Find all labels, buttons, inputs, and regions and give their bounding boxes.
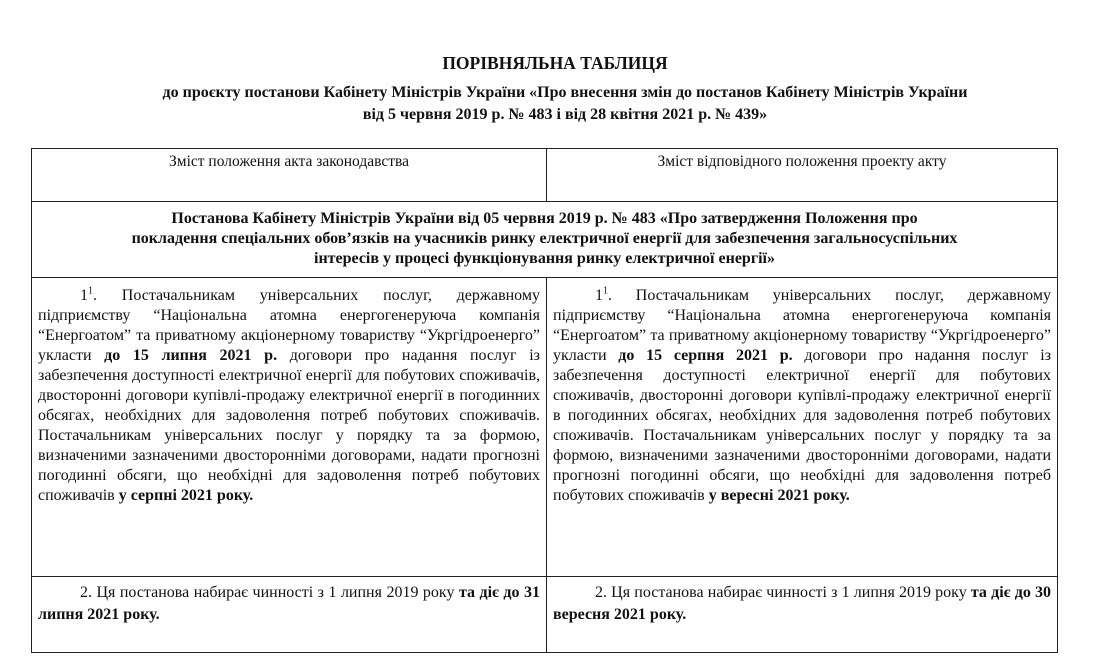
- document-subtitle: [60, 82, 1070, 126]
- provision-validity: та діє до 31 липня 2021 року.: [38, 584, 540, 623]
- clause-superscript: 1: [603, 285, 608, 297]
- current-provision-1: [32, 278, 547, 577]
- section-title-line-2: покладення спеціальних обов’язків на учасників ринку електричної енергії для забезпечення загальносуспільних: [131, 230, 958, 247]
- table-row: [32, 577, 1058, 653]
- provision-text-plain: 2. Ця постанова набирає чинності з 1 липня 2019 року: [80, 584, 459, 601]
- provision-text: [553, 582, 1051, 626]
- provision-text-part-a: . Постачальникам універсальних послуг, державному підприємству “Національна атомна енергогенеруюча компанія “Енергоатом” та приватному акціонерному товариству “Укргідроенерго” укласти: [38, 287, 540, 364]
- subtitle-line-1: до проєкту постанови Кабінету Міністрів України «Про внесення змін до постанов Кабінету Міністрів України: [162, 84, 968, 101]
- comparison-table: [31, 148, 1058, 653]
- subtitle-line-2: від 5 червня 2019 р. № 483 і від 28 квітня 2021 р. № 439»: [362, 106, 768, 123]
- provision-period: у серпні 2021 року.: [118, 487, 254, 504]
- provision-deadline: до 15 липня 2021 р.: [104, 347, 278, 364]
- provision-text-part-b: договори про надання послуг із забезпечення доступності електричної енергії для побутових споживачів, двосторонні договори купівлі-продажу електричної енергії в погодинних обсягах, необхідних для задоволення потреб побутових споживачів. Постачальникам універсальних послуг у порядку та за формою, визначеними зазначеними двосторонніми договорами, надати прогнозні погодинні обсяги, що необхідні для задоволення потреб побутових споживачів: [38, 347, 540, 504]
- section-title-line-3: інтересів у процесі функціонування ринку електричної енергії»: [314, 250, 775, 267]
- provision-deadline: до 15 серпня 2021 р.: [618, 347, 793, 364]
- proposed-provision-1: [547, 278, 1058, 577]
- section-title-line-1: Постанова Кабінету Міністрів України від 05 червня 2019 р. № 483 «Про затвердження Положення про: [171, 210, 918, 227]
- column-header-proposed: Зміст відповідного положення проекту акту: [547, 149, 1058, 202]
- provision-text-plain: 2. Ця постанова набирає чинності з 1 липня 2019 року: [595, 584, 971, 601]
- provision-text-part-a: . Постачальникам універсальних послуг, державному підприємству “Національна атомна енергогенеруюча компанія “Енергоатом” та приватному акціонерному товариству “Укргідроенерго” укласти: [553, 287, 1051, 364]
- clause-number: 1: [595, 287, 603, 304]
- provision-text-part-b: договори про надання послуг із забезпечення доступності електричної енергії для побутових споживачів, двосторонні договори купівлі-продажу електричної енергії в погодинних обсягах, необхідних для задоволення потреб побутових споживачів. Постачальникам універсальних послуг у порядку та за формою, визначеними зазначеними двосторонніми договорами, надати прогнозні погодинні обсяги, що необхідні для задоволення потреб побутових споживачів: [553, 347, 1052, 504]
- current-provision-2: [32, 577, 547, 653]
- provision-text: [38, 582, 540, 626]
- section-row: [32, 202, 1058, 278]
- table-row: [32, 278, 1058, 577]
- table-header-row: [32, 149, 1058, 202]
- column-header-current: Зміст положення акта законодавства: [32, 149, 547, 202]
- clause-superscript: 1: [88, 285, 93, 297]
- provision-text: [553, 286, 1051, 506]
- provision-validity: та діє до 30 вересня 2021 року.: [553, 584, 1051, 623]
- provision-period: у вересні 2021 року.: [708, 487, 850, 504]
- section-title: [32, 202, 1058, 278]
- provision-text: [38, 286, 540, 506]
- clause-number: 1: [80, 287, 88, 304]
- document-title: ПОРІВНЯЛЬНА ТАБЛИЦЯ: [442, 53, 668, 73]
- proposed-provision-2: [547, 577, 1058, 653]
